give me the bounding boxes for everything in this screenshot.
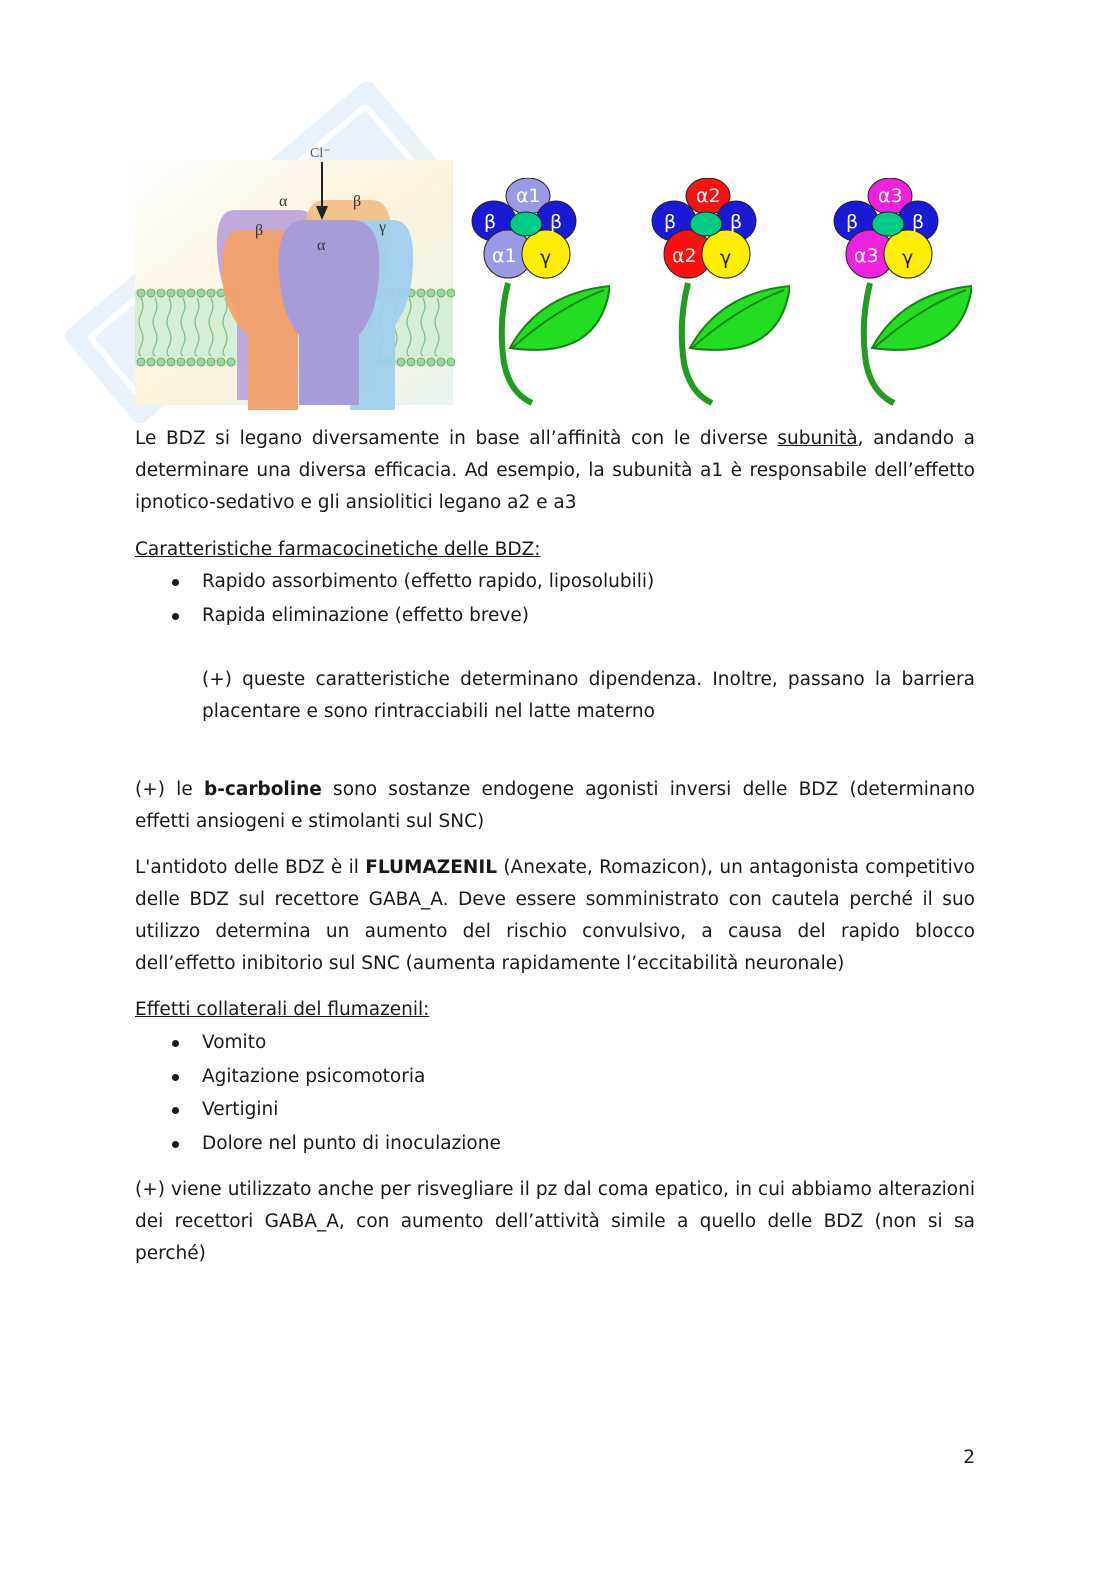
- bullet-icon: [172, 1074, 179, 1081]
- list-item-text: Rapida eliminazione (effetto breve): [202, 604, 529, 626]
- bullet-icon: [172, 1040, 179, 1047]
- paragraph-flumazenil: [135, 852, 975, 980]
- bullet-icon: [172, 1141, 179, 1148]
- list-item-text: Vomito: [202, 1032, 267, 1053]
- petal-label-right: β: [912, 211, 925, 233]
- list-item-text: Rapido assorbimento (effetto rapido, liposolubili): [202, 571, 655, 592]
- subunit-label-alpha-back: α: [279, 193, 288, 210]
- list-item: [135, 601, 975, 635]
- page-number: 2: [963, 1447, 975, 1468]
- petal-label-right: β: [550, 211, 563, 233]
- list-item: [135, 1129, 975, 1163]
- list-item-text: Vertigini: [202, 1099, 279, 1120]
- subunit-label-gamma: γ: [379, 219, 387, 236]
- heading-caratteristiche-farmacocinetiche: Caratteristiche farmacocinetiche delle BDZ:: [135, 539, 541, 560]
- paragraph-text: L'antidoto delle BDZ è il: [135, 857, 366, 878]
- petal-label-bottom-right: γ: [720, 247, 732, 269]
- paragraph-coma-epatico: (+) viene utilizzato anche per risvegliare il pz dal coma epatico, in cui abbiamo alterazioni dei recettori GABA_A, con aumento dell’attività simile a quello delle BDZ (non si sa perché): [135, 1179, 975, 1264]
- bullet-icon: [172, 613, 179, 620]
- petal-label-bottom-right: γ: [902, 247, 914, 269]
- side-effects-list: [135, 1028, 975, 1162]
- pharmacokinetics-list: [135, 567, 975, 634]
- flower-leaf: [872, 286, 972, 350]
- list-item-text: Dolore nel punto di inoculazione: [202, 1132, 501, 1154]
- underlined-term-subunita: subunità: [777, 428, 858, 449]
- list-item: [135, 1062, 975, 1096]
- bullet-icon: [172, 579, 179, 586]
- paragraph-text: Le BDZ si legano diversamente in base all’affinità con le diverse: [135, 428, 778, 449]
- flower-center: [872, 212, 904, 236]
- heading-effetti-collaterali: Effetti collaterali del flumazenil:: [135, 999, 430, 1020]
- subunit-label-beta-right: β: [353, 193, 362, 210]
- paragraph-text: (Anexate, Romazicon), un antagonista competitivo delle BDZ sul recettore GABA_A. Deve essere somministrato con cautela perché il suo utilizzo determina un aumento del rischio convulsivo, a causa del rapido blocco dell’effetto inibitorio sul SNC (aumenta rapidamente l’eccitabilità neuronale): [135, 857, 975, 974]
- paragraph-subunit-affinity: [135, 423, 975, 519]
- petal-label-left: β: [846, 211, 859, 233]
- subunit-flower-alpha1: [470, 178, 610, 412]
- list-item: [135, 1095, 975, 1129]
- note-dipendenza: (+) queste caratteristiche determinano dipendenza. Inoltre, passano la barriera placentare e sono rintracciabili nel latte materno: [202, 669, 975, 722]
- petal-label-bottom-left: α3: [854, 245, 879, 267]
- list-item-text: Agitazione psicomotoria: [202, 1065, 426, 1087]
- petal-label-bottom-right: γ: [540, 247, 552, 269]
- bullet-icon: [172, 1107, 179, 1114]
- petal-label-top: α1: [516, 185, 541, 207]
- paragraph-text: , andando a determinare una diversa efficacia. Ad esempio, la subunità a1 è responsabile dell’effetto ipnotico-sedativo e gli ansiolitici legano a2 e a3: [135, 428, 975, 513]
- flower-leaf: [510, 286, 610, 350]
- paragraph-text: (+) le: [135, 779, 204, 800]
- flower-leaf: [690, 286, 790, 350]
- subunit-flower-alpha3: [832, 178, 972, 412]
- list-item: [135, 1028, 975, 1062]
- bold-term-b-carboline: b-carboline: [203, 779, 322, 800]
- petal-label-bottom-left: α2: [672, 245, 697, 267]
- flower-center: [510, 212, 542, 236]
- subunit-flower-alpha2: [650, 178, 790, 412]
- subunit-label-alpha-front: α: [317, 237, 326, 254]
- petal-label-left: β: [664, 211, 677, 233]
- chloride-label: Cl⁻: [310, 146, 331, 161]
- petal-label-top: α2: [696, 185, 721, 207]
- flower-center: [690, 212, 722, 236]
- bold-term-flumazenil: FLUMAZENIL: [365, 857, 497, 878]
- list-item: [135, 567, 975, 601]
- petal-label-right: β: [730, 211, 743, 233]
- subunit-label-beta-left: β: [255, 222, 264, 239]
- paragraph-b-carboline: [135, 774, 975, 838]
- gaba-a-receptor-illustration: [135, 140, 455, 412]
- gaba-receptor-figure: [135, 140, 975, 412]
- paragraph-text: sono sostanze endogene agonisti inversi delle BDZ (determinano effetti ansiogeni e stimolanti sul SNC): [135, 779, 975, 832]
- petal-label-bottom-left: α1: [492, 245, 517, 267]
- petal-label-top: α3: [878, 185, 903, 207]
- petal-label-left: β: [484, 211, 497, 233]
